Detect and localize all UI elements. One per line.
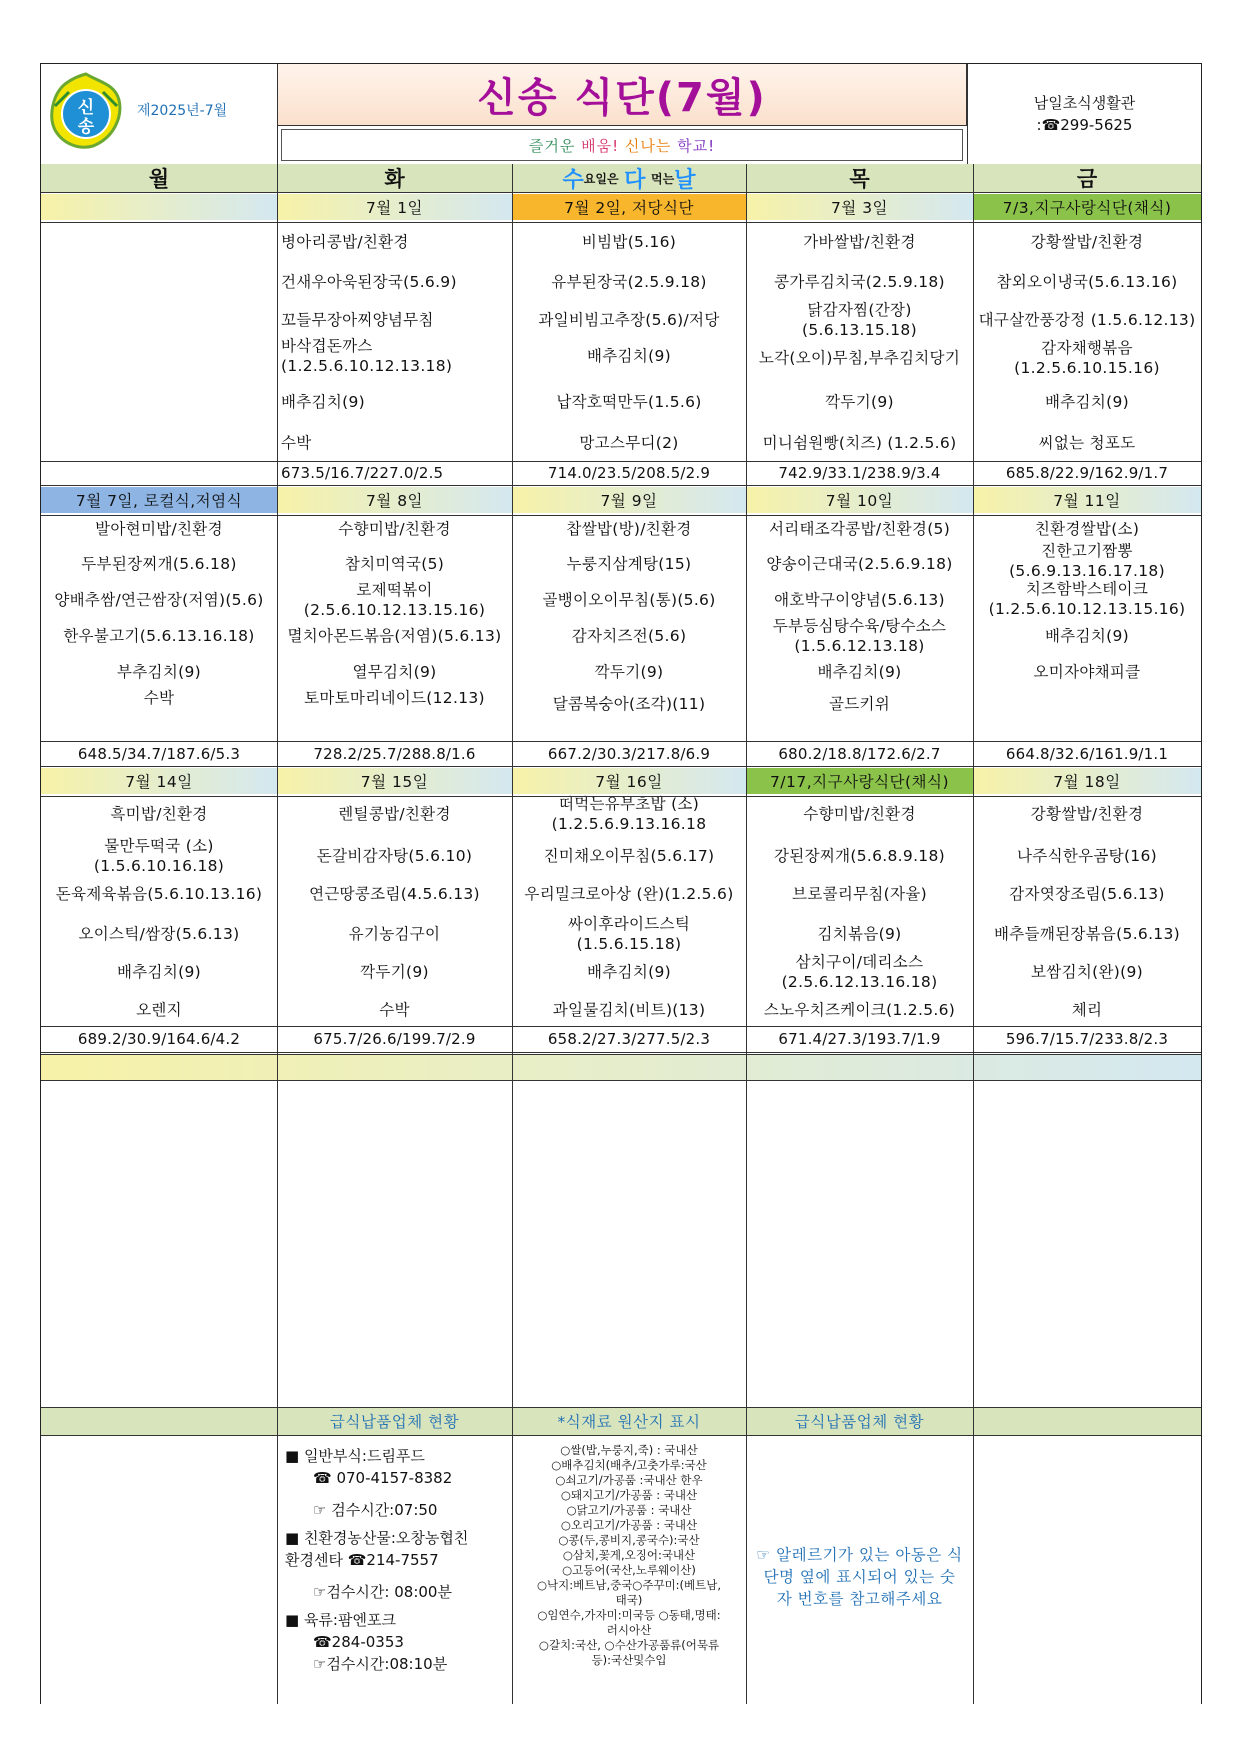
date-cell: 7월 3일 — [746, 194, 973, 220]
menu-item: 참외오이냉국(5.6.13.16) — [996, 273, 1178, 291]
date-cell: 7월 9일 — [512, 487, 746, 513]
slogan-box — [281, 129, 963, 161]
menu-item: 병아리콩밥/친환경 — [281, 233, 409, 251]
origin-line: ○고등어(국산,노루웨이산) — [562, 1563, 696, 1577]
origin-line: ○낙지:베트남,중국○주꾸미:(베트남, — [536, 1578, 722, 1592]
menu-item: 발아현미밥/친환경 — [95, 520, 223, 538]
day-label-thu: 목 — [849, 167, 870, 191]
menu-item: 골뱅이오이무침(통)(5.6) — [542, 591, 716, 609]
menu-item: 토마토마리네이드(12.13) — [304, 689, 485, 707]
menu-item: 씨없는 청포도 — [1038, 434, 1136, 452]
nutrition-value: 689.2/30.9/164.6/4.2 — [77, 1030, 241, 1048]
menu-item: 배추들깨된장볶음(5.6.13) — [994, 925, 1180, 943]
menu-item: 한우불고기(5.6.13.16.18) — [63, 627, 255, 645]
menu-item: 가바쌀밥/친환경 — [803, 233, 916, 251]
menu-item: 멸치아몬드볶음(저염)(5.6.13) — [287, 627, 502, 645]
wed-part-4: 먹는 — [651, 171, 675, 186]
menu-item: 애호박구이양념(5.6.13) — [774, 591, 945, 609]
date-cell — [41, 194, 277, 220]
menu-item: 돈육제육볶음(5.6.10.13.16) — [55, 885, 263, 903]
menu-item: 감자치즈전(5.6) — [571, 627, 687, 645]
office-box — [967, 64, 1201, 164]
menu-item: 양배추쌈/연근쌈장(저염)(5.6) — [54, 591, 264, 609]
menu-item: 감자채행볶음 (1.2.5.6.10.15.16) — [1014, 339, 1160, 377]
menu-item: 비빔밥(5.16) — [581, 233, 677, 251]
menu-item: 렌틸콩밥/친환경 — [338, 805, 451, 823]
menu-item: 두부등심탕수육/탕수소스 (1.5.6.12.13.18) — [772, 617, 947, 655]
supplier-info — [277, 1435, 512, 1704]
date-cell: 7월 8일 — [277, 487, 512, 513]
menu-item: 수향미밥/친환경 — [803, 805, 916, 823]
menu-item: 보쌈김치(완)(9) — [1031, 963, 1143, 981]
date-cell: 7월 1일 — [277, 194, 512, 220]
date-cell: 7월 16일 — [512, 768, 746, 794]
office-name: 남일초식생활관 — [1033, 94, 1136, 112]
nutrition-value: 742.9/33.1/238.9/3.4 — [778, 464, 941, 482]
menu-item: 수향미밥/친환경 — [338, 520, 451, 538]
date-cell: 7/3,지구사랑식단(채식) — [973, 194, 1201, 220]
menu-item: 바삭겹돈까스 (1.2.5.6.10.12.13.18) — [281, 337, 453, 375]
nutrition-value: 667.2/30.3/217.8/6.9 — [547, 744, 711, 763]
nutrition-value: 680.2/18.8/172.6/2.7 — [778, 744, 941, 763]
date-cell: 7월 15일 — [277, 768, 512, 794]
menu-item: 부추김치(9) — [117, 663, 201, 681]
menu-item: 서리태조각콩밥/친환경(5) — [768, 520, 951, 538]
day-header-mon — [41, 164, 277, 192]
menu-item: 연근땅콩조림(4.5.6.13) — [309, 885, 480, 903]
menu-item: 대구살깐풍강정 (1.5.6.12.13) — [978, 311, 1196, 329]
supplier-line: ☎284-0353 — [313, 1633, 404, 1651]
menu-item: 닭감자찜(간장) (5.6.13.15.18) — [802, 301, 917, 339]
menu-item: 돈갈비감자탕(5.6.10) — [316, 847, 473, 865]
date-cell: 7월 10일 — [746, 487, 973, 513]
nutrition-value: 664.8/32.6/161.9/1.1 — [1005, 744, 1169, 763]
menu-item: 양송이근대국(2.5.6.9.18) — [766, 555, 953, 573]
slogan-part-4: 학교! — [677, 136, 716, 155]
menu-item: 배추김치(9) — [587, 963, 671, 981]
office-phone: :☎299-5625 — [1036, 116, 1133, 134]
edition-label: 제2025년-7월 — [137, 103, 228, 119]
date-cell: 7월 11일 — [973, 487, 1201, 513]
menu-item: 미니쉼원빵(치즈) (1.2.5.6) — [762, 434, 957, 452]
menu-item: 꼬들무장아찌양념무침 — [281, 311, 434, 329]
supplier-line: ■ 친환경농산물:오창농협친 — [285, 1529, 469, 1547]
menu-item: 배추김치(9) — [1045, 627, 1129, 645]
origin-line: ○삼치,꽃게,오징어:국내산 — [562, 1548, 696, 1562]
title-box — [277, 64, 967, 126]
menu-item: 누룽지삼계탕(15) — [566, 555, 692, 573]
menu-item: 깍두기(9) — [825, 393, 894, 411]
origin-line: ○배추김치(배추/고춧가루:국산 — [551, 1458, 707, 1472]
svg-text:신: 신 — [77, 98, 95, 118]
menu-item: 두부된장찌개(5.6.18) — [81, 555, 237, 573]
menu-item: 배추김치(9) — [117, 963, 201, 981]
day-label-mon: 월 — [148, 167, 170, 191]
menu-item: 망고스무디(2) — [579, 434, 679, 452]
nutrition-value: 685.8/22.9/162.9/1.7 — [1005, 464, 1169, 482]
origin-line: ○쇠고기/가공품 :국내산 한우 — [555, 1473, 703, 1487]
menu-item: 참치미역국(5) — [344, 555, 445, 573]
origin-line: ○갈치:국산, ○수산가공품류(어묵류 — [538, 1638, 720, 1652]
menu-item: 깍두기(9) — [594, 663, 664, 681]
origin-header: *식재료 원산지 표시 — [512, 1407, 746, 1435]
menu-item: 오렌지 — [136, 1001, 182, 1019]
school-logo-icon — [49, 72, 123, 152]
day-header-wed — [512, 164, 746, 192]
menu-item: 물만두떡국 (소)(1.5.6.10.16.18) — [93, 837, 225, 875]
menu-item: 강황쌀밥/친환경 — [1030, 805, 1144, 823]
date-cell: 7월 2일, 저당식단 — [512, 194, 746, 220]
wed-part-3: 다 — [624, 167, 646, 193]
menu-item: 김치볶음(9) — [817, 925, 902, 943]
menu-item: 떠먹는유부초밥 (소)(1.2.5.6.9.13.16.18 — [551, 795, 707, 833]
menu-item: 수박 — [281, 434, 312, 452]
nutrition-value — [41, 461, 277, 485]
day-header-thu — [746, 164, 973, 192]
bottom-header-5 — [973, 1407, 1201, 1435]
date-cell: 7월 7일, 로컬식,저염식 — [41, 487, 277, 513]
logo-area — [41, 64, 277, 164]
supplier-line: ■ 일반부식:드림푸드 — [285, 1447, 425, 1465]
supplier-line: 환경센타 ☎214-7557 — [285, 1551, 439, 1569]
menu-item: 유기농김구이 — [348, 925, 441, 943]
empty-date-row — [41, 1054, 1201, 1080]
slogan-part-3: 신나는 — [624, 136, 672, 155]
menu-item: 감자엿장조림(5.6.13) — [1009, 885, 1165, 903]
slogan-part-2: 배움! — [581, 136, 620, 155]
menu-item: 달콤복숭아(조각)(11) — [552, 695, 706, 713]
origin-line: ○오리고기/가공품 : 국내산 — [560, 1518, 698, 1532]
menu-item: 싸이후라이드스틱 (1.5.6.15.18) — [567, 915, 691, 953]
menu-item: 과일물김치(비트)(13) — [552, 1001, 706, 1019]
menu-item: 과일비빔고추장(5.6)/저당 — [538, 311, 720, 329]
menu-item: 스노우치즈케이크(1.2.5.6) — [763, 1001, 956, 1019]
menu-item: 오미자야채피클 — [1033, 663, 1141, 681]
menu-item: 진한고기짬뽕 (5.6.9.13.16.17.18) — [1009, 542, 1165, 580]
menu-item: 나주식한우곰탕(16) — [1017, 847, 1157, 865]
logo-text: 신송 — [49, 72, 51, 73]
date-cell: 7/17,지구사랑식단(채식) — [746, 768, 973, 794]
menu-item: 체리 — [1071, 1001, 1103, 1019]
menu-item: 찹쌀밥(방)/친환경 — [566, 520, 692, 538]
supplier-line: ☞ 검수시간:07:50 — [313, 1501, 438, 1519]
day-header-fri — [973, 164, 1201, 192]
menu-item: 우리밀크로아상 (완)(1.2.5.6) — [524, 885, 734, 903]
menu-item: 흑미밥/친환경 — [110, 805, 208, 823]
nutrition-value: 714.0/23.5/208.5/2.9 — [547, 464, 711, 482]
menu-item: 납작호떡만두(1.5.6) — [556, 393, 702, 411]
menu-item: 삼치구이/데리소스 (2.5.6.12.13.16.18) — [781, 953, 938, 991]
menu-sheet — [40, 63, 1202, 1704]
nutrition-value: 728.2/25.7/288.8/1.6 — [313, 744, 476, 763]
menu-item — [973, 684, 1201, 724]
nutrition-value: 596.7/15.7/233.8/2.3 — [1005, 1030, 1169, 1048]
menu-item: 유부된장국(2.5.9.18) — [551, 273, 707, 291]
menu-item: 열무김치(9) — [352, 663, 437, 681]
menu-item: 노각(오이)무침,부추김치당기 — [758, 349, 961, 367]
menu-item: 콩가루김치국(2.5.9.18) — [774, 273, 945, 291]
wed-part-2: 요일은 — [583, 171, 619, 186]
menu-item: 오이스틱/쌈장(5.6.13) — [78, 925, 240, 943]
supplier-line: ■ 육류:팜엔포크 — [285, 1611, 396, 1629]
origin-line: ○쌀(밥,누룽지,죽) : 국내산 — [560, 1443, 698, 1457]
allergy-note: ☞ 알레르기가 있는 아동은 식단명 옆에 표시되어 있는 숫자 번호를 참고해주세요 — [756, 1546, 963, 1608]
menu-item: 건새우아욱된장국(5.6.9) — [281, 273, 457, 291]
menu-item: 강황쌀밥/친환경 — [1030, 233, 1144, 251]
origin-line: 등):국산및수입 — [591, 1653, 667, 1667]
origin-line: ○임연수,가자미:미국등 ○동태,명태: — [537, 1608, 721, 1622]
supplier-line: ☞검수시간:08:10분 — [313, 1655, 448, 1673]
supplier-line: ☎ 070-4157-8382 — [313, 1469, 453, 1487]
origin-line: ○닭고기/가공품 : 국내산 — [566, 1503, 692, 1517]
day-label-fri: 금 — [1076, 167, 1098, 191]
origin-line: 태국) — [615, 1593, 643, 1607]
supplier-header: 급식납품업체 현황 — [277, 1407, 512, 1435]
day-header-tue — [277, 164, 512, 192]
nutrition-value: 648.5/34.7/187.6/5.3 — [77, 744, 241, 763]
supplier-line: ☞검수시간: 08:00분 — [313, 1583, 452, 1601]
menu-item: 배추김치(9) — [1045, 393, 1129, 411]
origin-line: ○돼지고기/가공품 : 국내산 — [560, 1488, 698, 1502]
origin-info — [512, 1435, 746, 1704]
menu-item: 치즈함박스테이크 (1.2.5.6.10.12.13.15.16) — [988, 580, 1186, 618]
nutrition-value: 658.2/27.3/277.5/2.3 — [547, 1030, 711, 1048]
bottom-header-1 — [41, 1407, 277, 1435]
menu-item: 배추김치(9) — [281, 393, 365, 411]
origin-line: ○콩(두,콩비지,콩국수):국산 — [558, 1533, 700, 1547]
supplier-header-2: 급식납품업체 현황 — [746, 1407, 973, 1435]
date-cell: 7월 14일 — [41, 768, 277, 794]
day-label-tue: 화 — [384, 167, 405, 191]
date-cell: 7월 18일 — [973, 768, 1201, 794]
menu-item: 배추김치(9) — [587, 347, 671, 365]
nutrition-value: 675.7/26.6/199.7/2.9 — [313, 1030, 476, 1048]
menu-item: 골드키위 — [828, 695, 891, 713]
menu-item: 깍두기(9) — [360, 963, 429, 981]
nutrition-value: 671.4/27.3/193.7/1.9 — [778, 1030, 941, 1048]
slogan-part-1: 즐거운 — [528, 136, 576, 155]
menu-item: 수박 — [143, 689, 175, 707]
page-title: 신송 식단(7월) — [477, 75, 767, 121]
svg-text:송: 송 — [77, 117, 95, 137]
wed-part-5: 날 — [674, 167, 696, 193]
menu-item: 로제떡볶이 (2.5.6.10.12.13.15.16) — [303, 581, 486, 619]
menu-item: 강된장찌개(5.6.8.9.18) — [774, 847, 945, 865]
origin-line: 러시아산 — [606, 1623, 652, 1637]
menu-item: 수박 — [379, 1001, 410, 1019]
wed-part-1: 수 — [562, 167, 584, 193]
menu-item: 배추김치(9) — [817, 663, 902, 681]
nutrition-value: 673.5/16.7/227.0/2.5 — [281, 464, 444, 482]
menu-item: 진미채오이무침(5.6.17) — [543, 847, 715, 865]
menu-item: 친환경쌀밥(소) — [1034, 520, 1140, 538]
menu-item: 브로콜리무침(자율) — [792, 885, 927, 903]
